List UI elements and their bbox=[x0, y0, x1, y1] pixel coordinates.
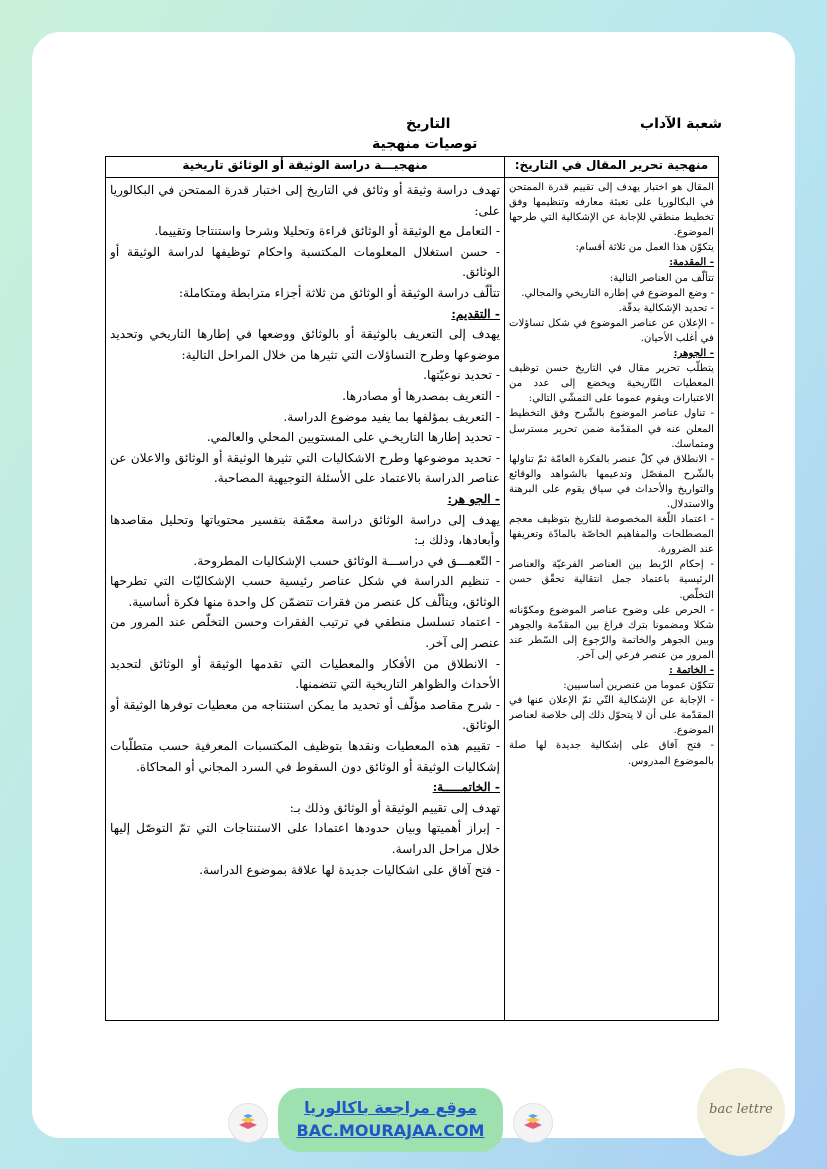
doc-line: - تقييم هذه المعطيات ونقدها بتوظيف المكتسبات المعرفية حسب متطلّبات إشكاليات الوثيقة أو الوثائق دون السقوط في السرد المجاني أو المحاكاة. bbox=[110, 739, 500, 774]
bac-lettre-badge bbox=[697, 1068, 785, 1156]
essay-line: - إحكام الرّبط بين العناصر الفرعيّة والعناصر الرئيسية باعتماد جمل انتقالية تحقّق حسن التخلّص. bbox=[509, 559, 714, 601]
doc-conclusion-heading: - الخاتمـــــة: bbox=[432, 780, 500, 795]
essay-parts-note: يتكوّن هذا العمل من ثلاثة أقسام: bbox=[575, 242, 714, 254]
essay-line: - الإجابة عن الإشكالية التّي تمّ الإعلان عنها في المقدّمة على أن لا يتحوّل ذلك إلى خلاصة لعناصر الموضوع. bbox=[509, 695, 714, 737]
site-logo-right bbox=[513, 1103, 553, 1143]
document-method-cell bbox=[106, 178, 505, 1021]
methodology-table bbox=[105, 156, 719, 1021]
document-method-header: منهجيـــة دراسة الوثيقة أو الوثائق تاريخية bbox=[106, 157, 505, 178]
essay-line: يتطلّب تحرير مقال في التاريخ حسن توظيف المعطيات التّاريخية ويخضع إلى عدد من الاعتبارات ويقوم عموما على التمشّي التالي: bbox=[509, 363, 714, 405]
doc-line: - اعتماد تسلسل منطقي في ترتيب الفقرات وحسن التخلّص عند المرور من عنصر إلى آخر. bbox=[110, 615, 500, 651]
doc-line: - التعامل مع الوثيقة أو الوثائق قراءة وتحليلا وشرحا واستنتاجا وتقييما. bbox=[154, 224, 500, 239]
doc-intro-heading: - التقديم: bbox=[451, 306, 500, 321]
doc-line: يهدف إلى دراسة الوثائق دراسة معمّقة بتفسير محتوياتها وتحليل مقاصدها وأبعادها، وذلك بـ: bbox=[110, 512, 500, 548]
essay-line: - الانطلاق في كلّ عنصر بالفكرة العامّة ثمّ تناولها بالشّرح المفصّل وتدعيمها بالشواهد والوقائع والتواريخ والأحداث في سياق يقوم على البرهنة والاستدلال. bbox=[509, 453, 714, 510]
site-name-link[interactable]: موقع مراجعة باكالوريا bbox=[304, 1098, 477, 1117]
doc-line: - الانطلاق من الأفكار والمعطيات التي تقدمها الوثيقة أو الوثائق لتحديد الأحداث والظواهر التاريخية التي تتضمنها. bbox=[110, 656, 500, 692]
site-url-link[interactable]: BAC.MOURAJAA.COM bbox=[296, 1121, 485, 1140]
essay-line: - اعتماد اللّغة المخصوصة للتاريخ بتوظيف معجم المصطلحات والمفاهيم الخاصّة بالمادّة وتعريفها عند الضرورة. bbox=[509, 514, 714, 556]
essay-line: - الإعلان عن عناصر الموضوع في شكل تساؤلات في أغلب الأحيان. bbox=[509, 317, 714, 344]
essay-line: تتكوّن عموما من عنصرين أساسيين: bbox=[563, 680, 714, 692]
page-title: توصيات منهجية bbox=[372, 136, 478, 152]
book-icon bbox=[229, 1104, 267, 1142]
essay-line: - وضع الموضوع في إطاره التاريخي والمجالي. bbox=[521, 287, 714, 299]
doc-line: - تحديد موضوعها وطرح الاشكاليات التي تثيرها الوثيقة أو الوثائق والاعلان عن عناصر الدراسة بالاعتماد على الأسئلة التوجيهية المصاحبة. bbox=[110, 450, 500, 486]
doc-line: يهدف إلى التعريف بالوثيقة أو بالوثائق ووضعها في إطارها التاريخي وتحديد موضوعها وطرح التساؤلات التي تثيرها من خلال المراحل التالية: bbox=[110, 327, 500, 362]
doc-line: تهدف إلى تقييم الوثيقة أو الوثائق وذلك بـ: bbox=[289, 800, 500, 815]
subject-label: التاريخ bbox=[406, 116, 451, 132]
essay-intro-heading: - المقدمة: bbox=[669, 256, 714, 269]
essay-line: تتألّف من العناصر التالية: bbox=[609, 272, 714, 284]
branch-label: شعبة الآداب bbox=[640, 116, 723, 132]
essay-intro: المقال هو اختبار يهدف إلى تقييم قدرة الممتحن في البكالوريا على تعبئة معارفه وتنظيمها وفق تخطيط منطقي للإجابة عن الإشكالية التي طرحها الموضوع. bbox=[509, 182, 714, 239]
essay-line: - الحرص على وضوح عناصر الموضوع ومكوّناته شكلا ومضمونا بترك فراغ بين المقدّمة والجوهر وبين الجوهر والخاتمة والرّجوع إلى السّطر عند المرور من عنصر فرعي إلى آخر. bbox=[509, 604, 714, 661]
essay-conclusion-heading: - الخاتمة : bbox=[669, 664, 714, 676]
doc-line: - شرح مقاصد مؤلّف أو تحديد ما يمكن استنتاجه من معطيات توفرها الوثيقة أو الوثائق. bbox=[110, 697, 500, 733]
doc-intro: تهدف دراسة وثيقة أو وثائق في التاريخ إلى اختبار قدرة الممتحن في البكالوريا على: bbox=[110, 183, 500, 218]
doc-line: - إبراز أهميتها وبيان حدودها اعتمادا على الاستنتاجات التي تمّ التوصّل إليها خلال مراحل الدراسة. bbox=[110, 821, 500, 856]
doc-line: - تنظيم الدراسة في شكل عناصر رئيسية حسب الإشكاليّات التي تطرحها الوثائق، ويتألّف كل عنصر من فقرات تتضمّن كل واحدة منها فكرة أساسية. bbox=[110, 574, 500, 609]
site-logo-left bbox=[228, 1103, 268, 1143]
book-icon bbox=[514, 1104, 552, 1142]
doc-line: - التّعمـــق في دراســـة الوثائق حسب الإشكاليات المطروحة. bbox=[193, 553, 500, 568]
essay-line: - تحديد الإشكالية بدقّة. bbox=[618, 302, 714, 314]
doc-line: - التعريف بمؤلفها بما يفيد موضوع الدراسة. bbox=[283, 409, 500, 424]
doc-line: - التعريف بمصدرها أو مصادرها. bbox=[342, 388, 500, 403]
doc-line: تتألّف دراسة الوثيقة أو الوثائق من ثلاثة أجزاء مترابطة ومتكاملة: bbox=[178, 285, 500, 300]
essay-method-cell bbox=[505, 178, 719, 1021]
essay-line: - تناول عناصر الموضوع بالشّرح وفق التخطيط المعلن عنه في المقدّمة ضمن تحرير مسترسل ومتماسك. bbox=[509, 408, 714, 450]
doc-line: - حسن استغلال المعلومات المكتسبة واحكام توظيفها لدراسة الوثيقة أو الوثائق. bbox=[110, 244, 500, 280]
site-banner[interactable] bbox=[278, 1088, 503, 1152]
doc-line: - تحديد إطارها التاريخـي على المستويين المحلي والعالمي. bbox=[206, 430, 500, 445]
essay-body-heading: - الجوهر: bbox=[673, 347, 714, 360]
doc-body-heading: - الجو هر: bbox=[447, 491, 500, 506]
badge-text: bac lettre bbox=[709, 1102, 773, 1117]
doc-line: - فتح آفاق على اشكاليات جديدة لها علاقة بموضوع الدراسة. bbox=[199, 862, 500, 877]
doc-line: - تحديد نوعيّتها. bbox=[423, 368, 500, 383]
essay-line: - فتح آفاق على إشكالية جديدة لها صلة بالموضوع المدروس. bbox=[509, 740, 714, 767]
essay-method-header: منهجية تحرير المقال في التاريخ: bbox=[505, 157, 719, 178]
